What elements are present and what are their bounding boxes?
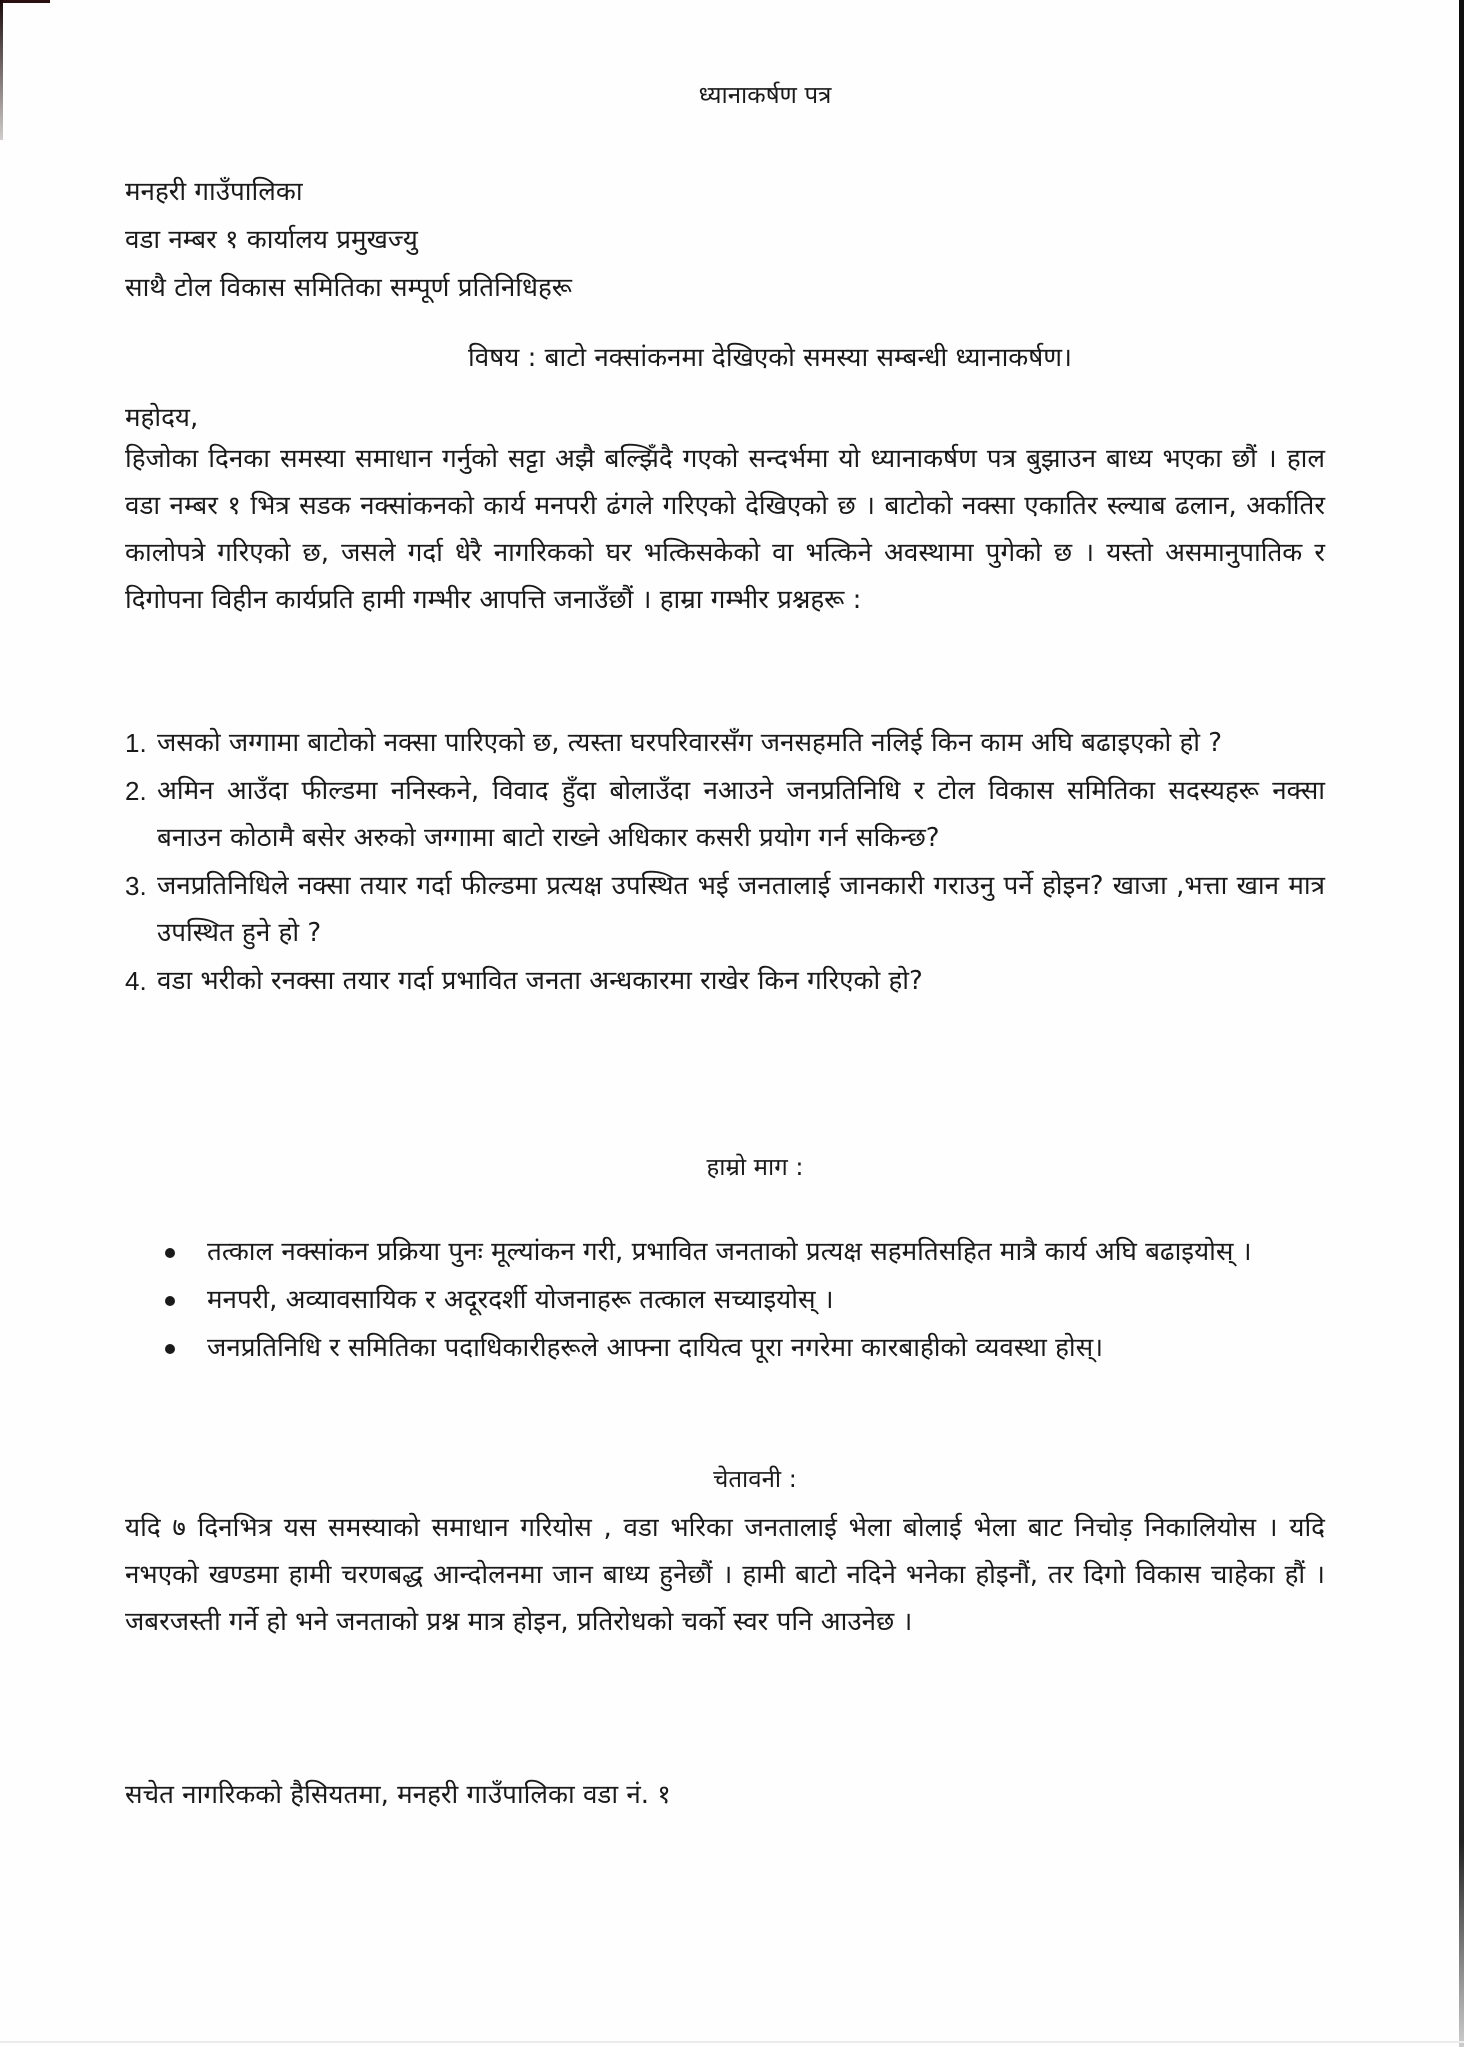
demands-heading [125, 1150, 1325, 1183]
subject-text: विषय : बाटो नक्सांकनमा देखिएको समस्या सम्बन्धी ध्यानाकर्षण। [468, 343, 1072, 373]
question-text: वडा भरीको रनक्सा तयार गर्दा प्रभावित जनता अन्धकारमा राखेर किन गरिएको हो? [157, 966, 923, 996]
question-text: अमिन आउँदा फील्डमा ननिस्कने, विवाद हुँदा बोलाउँदा नआउने जनप्रतिनिधि र टोल विकास समितिका सदस्यहरू नक्सा बनाउन कोठामै बसेर अरुको जग्गामा बाटो राख्ने अधिकार कसरी प्रयोग गर्न सकिन्छ? [157, 776, 1325, 853]
question-text: जनप्रतिनिधिले नक्सा तयार गर्दा फील्डमा प्रत्यक्ष उपस्थित भई जनतालाई जानकारी गराउनु पर्ने होइन? खाजा ,भत्ता खान मात्र उपस्थित हुने हो ? [157, 871, 1325, 948]
bullet-icon [165, 1296, 175, 1306]
demands-list [165, 1228, 1325, 1372]
question-item [125, 958, 1325, 1005]
question-number: 4. [125, 966, 147, 996]
question-number: 1. [125, 728, 147, 758]
question-item [125, 768, 1325, 862]
scan-edge-top [0, 0, 50, 3]
warning-heading-text: चेतावनी : [713, 1465, 797, 1493]
demands-heading-text: हाम्रो माग : [706, 1153, 804, 1181]
demand-item [165, 1276, 1325, 1324]
bullet-icon [165, 1344, 175, 1354]
scan-edge-left [0, 0, 3, 140]
scan-edge-bottom [0, 2041, 1464, 2043]
bullet-icon [165, 1248, 175, 1258]
salutation: महोदय, [125, 403, 199, 433]
letter-title [125, 78, 1325, 111]
questions-list [125, 720, 1325, 1006]
question-number: 2. [125, 776, 147, 806]
demand-item [165, 1228, 1325, 1276]
addressee-line: वडा नम्बर १ कार्यालय प्रमुखज्यु [125, 225, 418, 255]
warning-paragraph: यदि ७ दिनभित्र यस समस्याको समाधान गरियोस , वडा भरिका जनतालाई भेला बोलाई भेला बाट निचोड़ निकालियोस । यदि नभएको खण्डमा हामी चरणबद्ध आन्दोलनमा जान बाध्य हुनेछौं । हामी बाटो नदिने भनेका होइनौं, तर दिगो विकास चाहेका हौं । जबरजस्ती गर्ने हो भने जनताको प्रश्न मात्र होइन, प्रतिरोधको चर्को स्वर पनि आउनेछ । [125, 1513, 1325, 1637]
question-text: जसको जग्गामा बाटोको नक्सा पारिएको छ, त्यस्ता घरपरिवारसँग जनसहमति नलिई किन काम अघि बढाइएको हो ? [157, 728, 1223, 758]
demand-text: जनप्रतिनिधि र समितिका पदाधिकारीहरूले आफ्ना दायित्व पूरा नगरेमा कारबाहीको व्यवस्था होस्। [207, 1333, 1104, 1363]
warning-heading [125, 1462, 1325, 1495]
intro-paragraph: हिजोका दिनका समस्या समाधान गर्नुको सट्टा अझै बल्झिँदै गएको सन्दर्भमा यो ध्यानाकर्षण पत्र बुझाउन बाध्य भएका छौं । हाल वडा नम्बर १ भित्र सडक नक्सांकनको कार्य मनपरी ढंगले गरिएको देखिएको छ । बाटोको नक्सा एकातिर स्ल्याब ढलान, अर्कातिर कालोपत्रे गरिएको छ, जसले गर्दा धेरै नागरिकको घर भत्किसकेको वा भत्किने अवस्थामा पुगेको छ । यस्तो असमानुपातिक र दिगोपना विहीन कार्यप्रति हामी गम्भीर आपत्ति जनाउँछौं । हाम्रा गम्भीर प्रश्नहरू : [125, 444, 1325, 615]
subject-line [125, 338, 1325, 374]
addressee-line: मनहरी गाउँपालिका [125, 177, 303, 207]
scan-edge-right [1459, 0, 1464, 2047]
demand-item [165, 1324, 1325, 1372]
question-number: 3. [125, 871, 147, 901]
demand-text: तत्काल नक्सांकन प्रक्रिया पुनः मूल्यांकन गरी, प्रभावित जनताको प्रत्यक्ष सहमतिसहित मात्रै कार्य अघि बढाइयोस् । [207, 1237, 1252, 1267]
addressee-line: साथै टोल विकास समितिका सम्पूर्ण प्रतिनिधिहरू [125, 273, 572, 303]
signature-line: सचेत नागरिकको हैसियतमा, मनहरी गाउँपालिका वडा नं. १ [125, 1780, 671, 1810]
demand-text: मनपरी, अव्यावसायिक र अदूरदर्शी योजनाहरू तत्काल सच्याइयोस् । [207, 1285, 834, 1315]
letter-title-text: ध्यानाकर्षण पत्र [698, 81, 832, 109]
addressee-block [125, 168, 572, 312]
question-item [125, 863, 1325, 957]
question-item [125, 720, 1325, 767]
